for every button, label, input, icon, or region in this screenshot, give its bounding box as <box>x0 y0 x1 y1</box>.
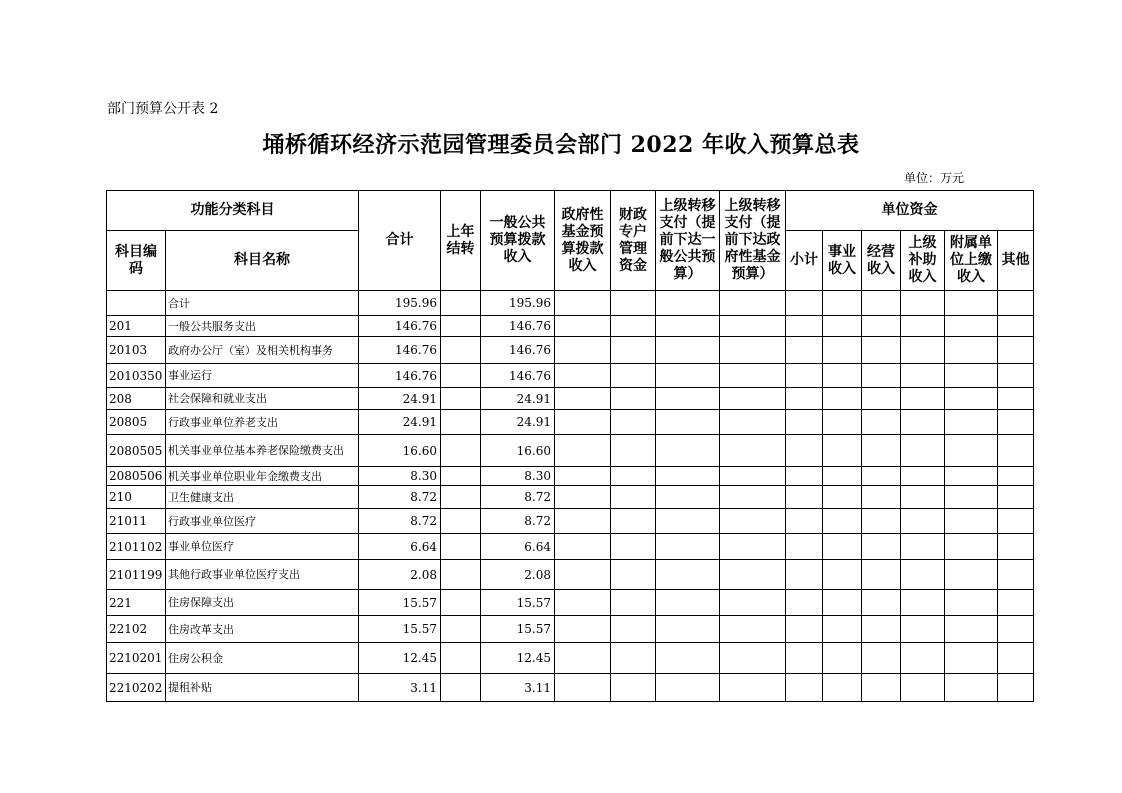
row-carryover <box>441 643 481 674</box>
row-business <box>823 467 862 486</box>
row-subsidy <box>901 388 945 410</box>
row-carryover <box>441 560 481 590</box>
header-business: 事业收入 <box>823 231 862 291</box>
row-general-budget: 146.76 <box>481 337 555 364</box>
row-upper-fund <box>720 674 786 702</box>
row-special <box>611 316 656 337</box>
row-special <box>611 560 656 590</box>
row-code: 2101199 <box>107 560 166 590</box>
row-upper-general <box>656 560 720 590</box>
row-subsidy <box>901 534 945 560</box>
row-carryover <box>441 291 481 316</box>
row-carryover <box>441 674 481 702</box>
row-gov-fund <box>555 435 611 467</box>
row-carryover <box>441 435 481 467</box>
row-upper-general <box>656 486 720 509</box>
row-code: 210 <box>107 486 166 509</box>
row-upper-general <box>656 337 720 364</box>
row-total: 15.57 <box>359 616 441 643</box>
row-upper-fund <box>720 435 786 467</box>
row-general-budget: 3.11 <box>481 674 555 702</box>
row-affiliate <box>945 643 998 674</box>
row-general-budget: 6.64 <box>481 534 555 560</box>
row-business <box>823 616 862 643</box>
row-upper-fund <box>720 337 786 364</box>
row-total: 8.72 <box>359 486 441 509</box>
row-name: 住房保障支出 <box>166 590 359 616</box>
row-business <box>823 337 862 364</box>
row-code: 2080505 <box>107 435 166 467</box>
row-business <box>823 291 862 316</box>
row-operating <box>862 364 901 388</box>
row-business <box>823 316 862 337</box>
row-general-budget: 15.57 <box>481 590 555 616</box>
row-upper-general <box>656 316 720 337</box>
row-subsidy <box>901 316 945 337</box>
row-general-budget: 24.91 <box>481 388 555 410</box>
row-total: 146.76 <box>359 364 441 388</box>
header-general-budget: 一般公共预算拨款收入 <box>481 191 555 291</box>
row-other <box>998 509 1034 534</box>
row-operating <box>862 337 901 364</box>
row-code: 20805 <box>107 410 166 435</box>
row-subsidy <box>901 643 945 674</box>
row-name: 其他行政事业单位医疗支出 <box>166 560 359 590</box>
row-other <box>998 388 1034 410</box>
row-other <box>998 410 1034 435</box>
row-upper-fund <box>720 509 786 534</box>
header-name: 科目名称 <box>166 231 359 291</box>
row-upper-general <box>656 388 720 410</box>
header-total: 合计 <box>359 191 441 291</box>
row-subtotal <box>786 410 823 435</box>
row-name: 事业运行 <box>166 364 359 388</box>
row-affiliate <box>945 616 998 643</box>
header-upper-fund: 上级转移支付（提前下达政府性基金预算） <box>720 191 786 291</box>
row-upper-fund <box>720 616 786 643</box>
row-upper-general <box>656 364 720 388</box>
row-subsidy <box>901 486 945 509</box>
row-operating <box>862 560 901 590</box>
row-subsidy <box>901 616 945 643</box>
row-subsidy <box>901 435 945 467</box>
row-upper-general <box>656 643 720 674</box>
row-operating <box>862 291 901 316</box>
header-code: 科目编码 <box>107 231 166 291</box>
row-business <box>823 534 862 560</box>
row-affiliate <box>945 291 998 316</box>
table-row <box>107 388 1034 410</box>
row-other <box>998 643 1034 674</box>
row-other <box>998 364 1034 388</box>
row-general-budget: 146.76 <box>481 364 555 388</box>
row-general-budget: 146.76 <box>481 316 555 337</box>
row-special <box>611 364 656 388</box>
row-operating <box>862 410 901 435</box>
row-special <box>611 643 656 674</box>
row-code: 221 <box>107 590 166 616</box>
row-total: 16.60 <box>359 435 441 467</box>
row-upper-fund <box>720 590 786 616</box>
header-special: 财政专户管理资金 <box>611 191 656 291</box>
header-affiliate: 附属单位上缴收入 <box>945 231 998 291</box>
row-operating <box>862 435 901 467</box>
row-gov-fund <box>555 674 611 702</box>
table-row <box>107 509 1034 534</box>
unit-label: 单位：万元 <box>904 171 965 185</box>
row-business <box>823 364 862 388</box>
row-affiliate <box>945 590 998 616</box>
row-subtotal <box>786 674 823 702</box>
row-special <box>611 534 656 560</box>
row-code: 208 <box>107 388 166 410</box>
row-upper-general <box>656 616 720 643</box>
row-other <box>998 316 1034 337</box>
row-operating <box>862 486 901 509</box>
row-name: 政府办公厅（室）及相关机构事务 <box>166 337 359 364</box>
row-total: 6.64 <box>359 534 441 560</box>
row-special <box>611 467 656 486</box>
row-subtotal <box>786 467 823 486</box>
row-other <box>998 560 1034 590</box>
row-business <box>823 410 862 435</box>
table-row <box>107 674 1034 702</box>
row-upper-fund <box>720 291 786 316</box>
header-subtotal: 小计 <box>786 231 823 291</box>
row-gov-fund <box>555 486 611 509</box>
row-subsidy <box>901 410 945 435</box>
row-subsidy <box>901 509 945 534</box>
row-business <box>823 486 862 509</box>
row-total: 2.08 <box>359 560 441 590</box>
row-subtotal <box>786 364 823 388</box>
row-carryover <box>441 337 481 364</box>
row-special <box>611 486 656 509</box>
row-subsidy <box>901 590 945 616</box>
row-name: 提租补贴 <box>166 674 359 702</box>
row-gov-fund <box>555 316 611 337</box>
row-upper-fund <box>720 534 786 560</box>
row-gov-fund <box>555 616 611 643</box>
row-subtotal <box>786 616 823 643</box>
row-total: 146.76 <box>359 337 441 364</box>
row-code: 201 <box>107 316 166 337</box>
row-subtotal <box>786 291 823 316</box>
row-special <box>611 674 656 702</box>
row-operating <box>862 674 901 702</box>
row-code: 21011 <box>107 509 166 534</box>
row-gov-fund <box>555 467 611 486</box>
row-affiliate <box>945 316 998 337</box>
row-code: 22102 <box>107 616 166 643</box>
row-subtotal <box>786 590 823 616</box>
row-carryover <box>441 467 481 486</box>
row-other <box>998 486 1034 509</box>
table-row <box>107 316 1034 337</box>
row-gov-fund <box>555 643 611 674</box>
row-subsidy <box>901 291 945 316</box>
table-row <box>107 291 1034 316</box>
row-subtotal <box>786 486 823 509</box>
row-general-budget: 8.30 <box>481 467 555 486</box>
row-other <box>998 291 1034 316</box>
header-func-group: 功能分类科目 <box>107 191 359 231</box>
row-code: 2101102 <box>107 534 166 560</box>
row-code: 2080506 <box>107 467 166 486</box>
row-gov-fund <box>555 590 611 616</box>
row-upper-general <box>656 410 720 435</box>
row-affiliate <box>945 410 998 435</box>
row-total: 24.91 <box>359 410 441 435</box>
row-carryover <box>441 316 481 337</box>
row-special <box>611 590 656 616</box>
row-other <box>998 337 1034 364</box>
row-subsidy <box>901 337 945 364</box>
row-carryover <box>441 509 481 534</box>
row-carryover <box>441 616 481 643</box>
row-affiliate <box>945 674 998 702</box>
row-business <box>823 509 862 534</box>
sheet-label: 部门预算公开表 2 <box>107 101 219 117</box>
row-special <box>611 410 656 435</box>
row-total: 195.96 <box>359 291 441 316</box>
row-code <box>107 291 166 316</box>
table-row <box>107 486 1034 509</box>
row-carryover <box>441 410 481 435</box>
row-general-budget: 24.91 <box>481 410 555 435</box>
row-affiliate <box>945 337 998 364</box>
row-general-budget: 8.72 <box>481 486 555 509</box>
row-operating <box>862 534 901 560</box>
row-subtotal <box>786 534 823 560</box>
row-total: 24.91 <box>359 388 441 410</box>
row-upper-general <box>656 509 720 534</box>
table-row <box>107 435 1034 467</box>
row-subtotal <box>786 388 823 410</box>
row-total: 3.11 <box>359 674 441 702</box>
row-general-budget: 16.60 <box>481 435 555 467</box>
row-upper-general <box>656 435 720 467</box>
row-gov-fund <box>555 509 611 534</box>
row-name: 一般公共服务支出 <box>166 316 359 337</box>
row-name: 行政事业单位养老支出 <box>166 410 359 435</box>
row-operating <box>862 616 901 643</box>
row-carryover <box>441 486 481 509</box>
header-operating: 经营收入 <box>862 231 901 291</box>
row-business <box>823 643 862 674</box>
table-row <box>107 560 1034 590</box>
row-upper-fund <box>720 364 786 388</box>
header-subsidy: 上级补助收入 <box>901 231 945 291</box>
row-affiliate <box>945 534 998 560</box>
row-upper-general <box>656 534 720 560</box>
row-carryover <box>441 590 481 616</box>
row-carryover <box>441 388 481 410</box>
table-row <box>107 616 1034 643</box>
page-title: 埇桥循环经济示范园管理委员会部门 2022 年收入预算总表 <box>262 132 860 158</box>
row-general-budget: 15.57 <box>481 616 555 643</box>
row-operating <box>862 590 901 616</box>
row-code: 20103 <box>107 337 166 364</box>
row-other <box>998 534 1034 560</box>
row-upper-fund <box>720 560 786 590</box>
row-affiliate <box>945 435 998 467</box>
row-other <box>998 467 1034 486</box>
row-general-budget: 195.96 <box>481 291 555 316</box>
header-other: 其他 <box>998 231 1034 291</box>
row-upper-fund <box>720 467 786 486</box>
row-general-budget: 8.72 <box>481 509 555 534</box>
row-carryover <box>441 364 481 388</box>
row-total: 12.45 <box>359 643 441 674</box>
row-gov-fund <box>555 364 611 388</box>
row-affiliate <box>945 509 998 534</box>
row-name: 住房改革支出 <box>166 616 359 643</box>
row-operating <box>862 316 901 337</box>
row-gov-fund <box>555 534 611 560</box>
row-special <box>611 337 656 364</box>
row-other <box>998 435 1034 467</box>
row-business <box>823 674 862 702</box>
table-row <box>107 643 1034 674</box>
row-gov-fund <box>555 291 611 316</box>
row-name: 合计 <box>166 291 359 316</box>
row-special <box>611 616 656 643</box>
row-total: 8.30 <box>359 467 441 486</box>
row-upper-general <box>656 590 720 616</box>
table-row <box>107 467 1034 486</box>
row-business <box>823 590 862 616</box>
row-name: 社会保障和就业支出 <box>166 388 359 410</box>
row-carryover <box>441 534 481 560</box>
row-upper-fund <box>720 486 786 509</box>
table-row <box>107 590 1034 616</box>
row-code: 2210201 <box>107 643 166 674</box>
row-other <box>998 590 1034 616</box>
row-upper-fund <box>720 410 786 435</box>
header-unit-funds: 单位资金 <box>786 191 1034 231</box>
row-subsidy <box>901 560 945 590</box>
row-subtotal <box>786 435 823 467</box>
row-subsidy <box>901 364 945 388</box>
row-special <box>611 388 656 410</box>
table-row <box>107 534 1034 560</box>
row-affiliate <box>945 364 998 388</box>
budget-table <box>106 190 1034 702</box>
row-total: 8.72 <box>359 509 441 534</box>
row-total: 15.57 <box>359 590 441 616</box>
row-special <box>611 435 656 467</box>
row-name: 卫生健康支出 <box>166 486 359 509</box>
row-affiliate <box>945 388 998 410</box>
row-special <box>611 509 656 534</box>
row-upper-fund <box>720 316 786 337</box>
table-row <box>107 337 1034 364</box>
row-operating <box>862 509 901 534</box>
row-code: 2010350 <box>107 364 166 388</box>
row-gov-fund <box>555 388 611 410</box>
row-name: 机关事业单位职业年金缴费支出 <box>166 467 359 486</box>
row-business <box>823 435 862 467</box>
row-name: 住房公积金 <box>166 643 359 674</box>
row-operating <box>862 643 901 674</box>
row-subtotal <box>786 643 823 674</box>
row-affiliate <box>945 467 998 486</box>
row-name: 行政事业单位医疗 <box>166 509 359 534</box>
row-business <box>823 388 862 410</box>
header-carryover: 上年结转 <box>441 191 481 291</box>
row-subtotal <box>786 337 823 364</box>
row-business <box>823 560 862 590</box>
row-operating <box>862 467 901 486</box>
row-special <box>611 291 656 316</box>
row-upper-fund <box>720 643 786 674</box>
row-operating <box>862 388 901 410</box>
table-row <box>107 364 1034 388</box>
row-affiliate <box>945 560 998 590</box>
row-general-budget: 12.45 <box>481 643 555 674</box>
row-subsidy <box>901 674 945 702</box>
row-gov-fund <box>555 337 611 364</box>
row-upper-general <box>656 291 720 316</box>
row-affiliate <box>945 486 998 509</box>
row-subtotal <box>786 560 823 590</box>
row-name: 机关事业单位基本养老保险缴费支出 <box>166 435 359 467</box>
row-total: 146.76 <box>359 316 441 337</box>
row-upper-general <box>656 467 720 486</box>
header-gov-fund: 政府性基金预算拨款收入 <box>555 191 611 291</box>
row-subtotal <box>786 316 823 337</box>
row-upper-general <box>656 674 720 702</box>
table-row <box>107 410 1034 435</box>
row-other <box>998 674 1034 702</box>
row-subsidy <box>901 467 945 486</box>
row-other <box>998 616 1034 643</box>
row-subtotal <box>786 509 823 534</box>
header-upper-general: 上级转移支付（提前下达一般公共预算） <box>656 191 720 291</box>
row-gov-fund <box>555 560 611 590</box>
row-upper-fund <box>720 388 786 410</box>
row-code: 2210202 <box>107 674 166 702</box>
row-gov-fund <box>555 410 611 435</box>
row-general-budget: 2.08 <box>481 560 555 590</box>
row-name: 事业单位医疗 <box>166 534 359 560</box>
